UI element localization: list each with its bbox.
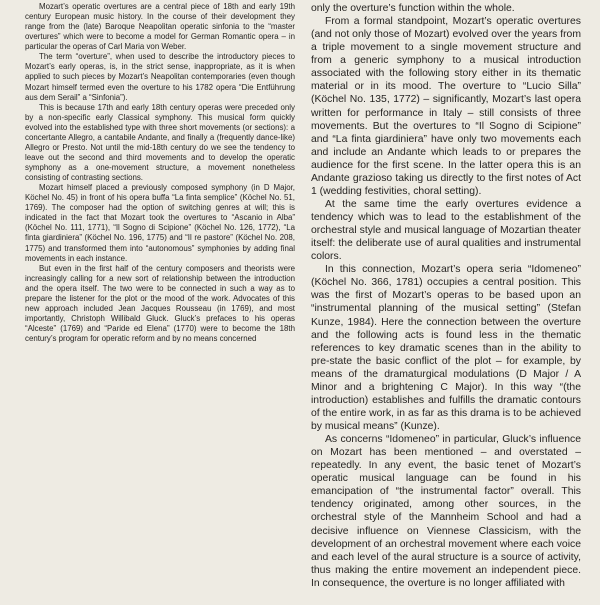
text-columns bbox=[25, 2, 581, 590]
right-column bbox=[311, 2, 581, 590]
paragraph: At the same time the early overtures evidence a tendency which was to lead to the establishment of the orchestral style and musical language of Mozartian theater itself: the deliberate use of aural qualities and instrumental colors. bbox=[311, 198, 581, 263]
paragraph: Mozart himself placed a previously composed symphony (in D Major, Köchel No. 45) in front of his opera buffa “La finta semplice” (Köchel No. 51, 1769). The composer had the option of switching genres at will; this is indicated in the fact that Mozart took the overtures to “Ascanio in Alba” (Köchel No. 111, 1771), “Il Sogno di Scipione” (Köchel No. 126, 1772), “La finta giardiniera” (Köchel No. 196, 1775) and “Il re pastore” (Köchel No. 208, 1775) and transformed them into “autonomous” symphonies by adding final movements in each instance. bbox=[25, 183, 295, 263]
paragraph: In this connection, Mozart’s opera seria “Idomeneo” (Köchel No. 366, 1781) occupies a central position. This was the first of Mozart’s operas to be based upon an “instrumental planning of the musical setting” (Stefan Kunze, 1984). Here the connection between the overture and the following acts is found less in the thematic references to key dramatic scenes than in the ability to pre-state the basic conflict of the plot – for example, by means of the dramaturgical modulations (D Major / A Minor and a brightening C Major). In this way “(the introduction) establishes and fulfills the dramatic contours of the entire work, in as far as this drama is to be achieved by musical means” (Kunze). bbox=[311, 264, 581, 432]
paragraph: From a formal standpoint, Mozart’s operatic overtures (and not only those of Mozart) evolved over the years from a triple movement to a single movement structure and from a generic symphony to a musical introduction associated with the following story either in its thematic material or in its mood. The overture to “Lucio Silla” (Köchel No. 135, 1772) – significantly, Mozart’s last opera written for performance in Italy – still consists of three movements. But the overtures to “Il Sogno di Scipione” and “La finta giardiniera” have only two movements each and include an Andante which leads to or prepares the audience for the first scene. In the latter opera this is an Andante grazioso taking us directly to the first notes of Act 1 (wedding festivities, choral setting). bbox=[311, 16, 581, 197]
left-column bbox=[25, 2, 295, 590]
paragraph: The term “overture”, when used to describe the introductory pieces to Mozart’s early operas, is, in the strict sense, inappropriate, as it is when applied to such pieces by Mozart’s Neapolitan contemporaries (even though Mozart himself termed even the overture to his 1782 opera “Die Entführung aus dem Serail” a “Sinfonia”). bbox=[25, 52, 295, 102]
paragraph-continued: only the overture’s function within the whole. bbox=[311, 3, 515, 14]
paragraph: As concerns “Idomeneo” in particular, Gluck’s influence on Mozart has been mentioned – and overstated – repeatedly. In any event, the basic tenet of Mozart’s operatic musical language can be found in his emancipation of “the instrumental factor” overall. This tendency originated, among other sources, in the orchestral style of the Mannheim School and had a decisive influence on Viennese Classicism, with the development of an orchestral movement where each voice and each level of the aural structure is a source of activity, thus making the entire movement an independent piece. In consequence, the overture is no longer affiliated with bbox=[311, 434, 581, 589]
paragraph: But even in the first half of the century composers and theorists were increasingly calling for a new sort of relationship between the introduction and the opera itself. The two were to be connected in such a way as to prepare the listener for the plot or the mood of the work. Advocates of this new approach included Jean Jacques Rousseau (in 1769), and most importantly, Christoph Willibald Gluck. Gluck’s prefaces to his operas “Alceste” (1769) and “Paride ed Elena” (1770) were to become the 18th century’s program for operatic reform and by no means concerned bbox=[25, 263, 295, 344]
paragraph: Mozart’s operatic overtures are a central piece of 18th and early 19th century European music history. In the course of their development they range from the (late) Baroque Neapolitan operatic sinfonia to the “master overtures” which were to become a model for German Romantic opera – in particular the operas of Carl Maria von Weber. bbox=[25, 2, 295, 52]
paragraph: This is because 17th and early 18th century operas were preceded only by a non-specific early Classical symphony. This musical form quickly evolved into the established type with three short movements (or sections): a concertante Allegro, a cantabile Andante, and finally a (frequently dance-like) Allegro or Presto. Not until the mid-18th century do we see the tendency to leave out the second and third movements and to develop the operatic symphony as a one-movement structure, a movement nonetheless consisting of contrasting sections. bbox=[25, 102, 295, 183]
